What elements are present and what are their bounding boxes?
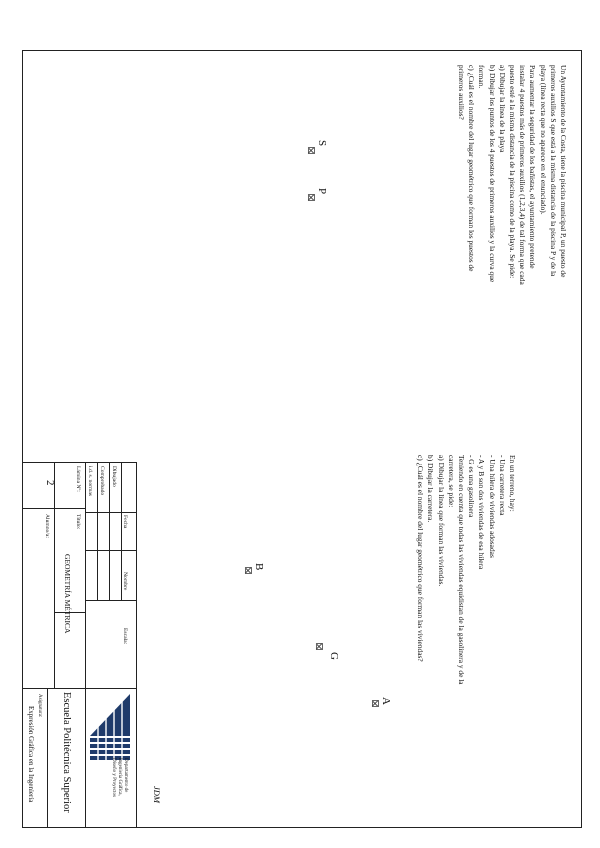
point-s-marker bbox=[308, 147, 314, 153]
point-a-marker bbox=[372, 700, 378, 706]
lamina-number: 2 bbox=[44, 480, 56, 486]
problem2-line: b) Dibujar la carretera. bbox=[426, 455, 436, 523]
problem1-line: b) Dibujar los puntos de los 4 puestos de primeros auxilios y la curva que bbox=[487, 65, 497, 283]
drawing-title: GEOMETRÍA MÉTRICA bbox=[63, 554, 72, 634]
comprobado-label: Comprobado bbox=[99, 466, 105, 496]
dept-line-2: Ingeniería Gráfica, bbox=[117, 758, 122, 796]
problem2-line: - Una hilera de viviendas adosadas bbox=[487, 455, 497, 558]
problem1-line: instalar 4 puestos más de primeros auxilios (1,2,3,4) de tal forma que cada bbox=[518, 65, 528, 285]
problem2-line: - A y B son dos viviendas de esa hilera bbox=[477, 455, 487, 570]
point-g-marker bbox=[316, 643, 322, 649]
lamina-label: Lámina Nº: bbox=[75, 466, 81, 492]
problem2-statement bbox=[415, 455, 517, 705]
problem2-line: Teniendo en cuenta que todas las viviendas equidistan de la gasolinera y de la bbox=[456, 455, 466, 685]
normas-label: i.d. s. normas bbox=[87, 466, 93, 496]
problem2-line: En un terreno, hay: bbox=[508, 455, 517, 512]
nombre-header: Nombre bbox=[122, 572, 128, 591]
problem1-line: Para aumentar la seguridad de los bañistas, el ayuntamiento pretende bbox=[528, 65, 538, 269]
subject-name: Expresión Gráfica en la Ingeniería bbox=[27, 706, 35, 803]
point-s-label: S bbox=[316, 140, 328, 147]
problem1-line: Un Ayuntamiento de la Costa, tiene la piscina municipal P, un puesto de bbox=[559, 65, 568, 278]
problem1-line: a) Dibujar la línea de la playa bbox=[497, 65, 507, 153]
problem2-line: - G es una gasolinera bbox=[467, 455, 477, 518]
problem2-line: carretera, se pide: bbox=[446, 455, 456, 508]
problem1-line: c) ¿Cuál es el nombre del lugar geométrico que forman los puestos de bbox=[467, 65, 477, 272]
author-initials: JDM bbox=[152, 786, 162, 803]
point-b-marker bbox=[245, 567, 251, 573]
problem1-line: playa (línea recta que no aparece en el enunciado). bbox=[538, 65, 548, 215]
point-p-marker bbox=[308, 194, 314, 200]
dibujado-label: Dibujado bbox=[111, 466, 117, 487]
problem2-line: - Una carretera recta bbox=[497, 455, 507, 516]
escala-label: Escala: bbox=[122, 628, 128, 645]
point-p-label: P bbox=[316, 188, 328, 195]
point-b-label: B bbox=[253, 563, 265, 571]
dept-line-1: Departamento de bbox=[123, 758, 128, 793]
problem1-line: forman. bbox=[477, 65, 487, 89]
problem1-line: primeros auxilios? bbox=[456, 65, 466, 120]
school-name: Escuela Politécnica Superior bbox=[61, 692, 72, 813]
problem2-line: a) Dibujar la línea que forman las viviendas. bbox=[436, 455, 446, 587]
asignatura-label: Asignatura: bbox=[37, 694, 42, 718]
point-g-label: G bbox=[328, 652, 340, 660]
dept-line-3: Diseño y Proyectos bbox=[111, 758, 116, 797]
point-a-label: A bbox=[380, 697, 392, 705]
alumno-label: Alumno/a: bbox=[44, 514, 50, 538]
problem1-line: puesto esté a la misma distancia de la piscina como de la playa. Se pide: bbox=[507, 65, 517, 279]
problem2-line: c) ¿Cuál es el nombre del lugar geométrico que forman las viviendas? bbox=[416, 455, 426, 662]
fecha-header: Fecha bbox=[122, 515, 128, 529]
problem1-line: primeros auxilios S que está a la misma distancia de la piscina P y de la bbox=[548, 65, 558, 277]
titulo-label: Título: bbox=[75, 514, 81, 530]
problem1-statement bbox=[456, 65, 568, 323]
